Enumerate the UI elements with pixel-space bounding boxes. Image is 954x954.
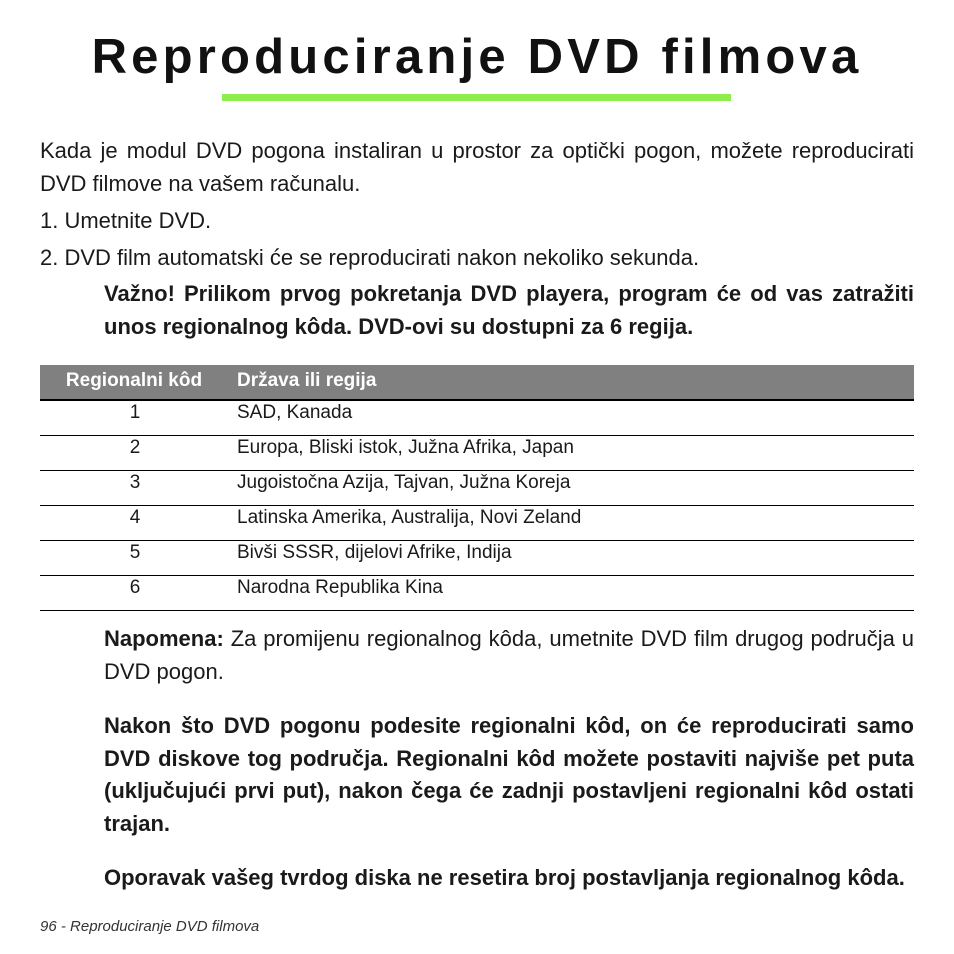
table-row (40, 541, 914, 576)
notes-section (40, 623, 914, 895)
header-country-region: Država ili regija (230, 365, 914, 400)
region-code-table (40, 365, 914, 611)
region-code-cell: 4 (40, 506, 230, 541)
region-code-cell: 2 (40, 436, 230, 471)
country-cell: Bivši SSSR, dijelovi Afrike, Indija (230, 541, 914, 576)
table-header-row (40, 365, 914, 400)
recovery-warning: Oporavak vašeg tvrdog diska ne resetira broj postavljanja regionalnog kôda. (104, 865, 905, 890)
country-cell: SAD, Kanada (230, 400, 914, 436)
country-cell: Latinska Amerika, Australija, Novi Zeland (230, 506, 914, 541)
table-row (40, 576, 914, 611)
region-lock-warning: Nakon što DVD pogonu podesite regionalni kôd, on će reproducirati samo DVD diskove tog područja. Regionalni kôd možete postaviti najviše pet puta (uključujući prvi put), nakon čega će zadnji postavljeni regionalni kôd ostati trajan. (104, 713, 914, 836)
country-cell: Europa, Bliski istok, Južna Afrika, Japan (230, 436, 914, 471)
page-content (40, 134, 914, 917)
table-row (40, 506, 914, 541)
region-code-cell: 3 (40, 471, 230, 506)
important-note: Važno! Prilikom prvog pokretanja DVD playera, program će od vas zatražiti unos regionalnog kôda. DVD-ovi su dostupni za 6 regija. (104, 281, 914, 339)
header-region-code: Regionalni kôd (40, 365, 230, 400)
title-underline (222, 94, 731, 101)
page-title: Reproduciranje DVD filmova (91, 30, 863, 84)
step-1: 1. Umetnite DVD. (40, 208, 212, 233)
note-label: Napomena: (104, 626, 224, 651)
note-text: Za promijenu regionalnog kôda, umetnite DVD film drugog područja u DVD pogon. (104, 626, 914, 684)
page-footer: 96 - Reproduciranje DVD filmova (40, 918, 260, 935)
region-code-cell: 1 (40, 400, 230, 436)
table-row (40, 471, 914, 506)
country-cell: Narodna Republika Kina (230, 576, 914, 611)
note-paragraph (104, 623, 914, 688)
region-code-cell: 6 (40, 576, 230, 611)
country-cell: Jugoistočna Azija, Tajvan, Južna Koreja (230, 471, 914, 506)
table-row (40, 436, 914, 471)
region-code-cell: 5 (40, 541, 230, 576)
step-2: 2. DVD film automatski će se reproducirati nakon nekoliko sekunda. (40, 245, 700, 270)
table-row (40, 400, 914, 436)
intro-paragraph: Kada je modul DVD pogona instaliran u prostor za optički pogon, možete reproducirati DVD filmove na vašem računalu. (40, 138, 914, 196)
